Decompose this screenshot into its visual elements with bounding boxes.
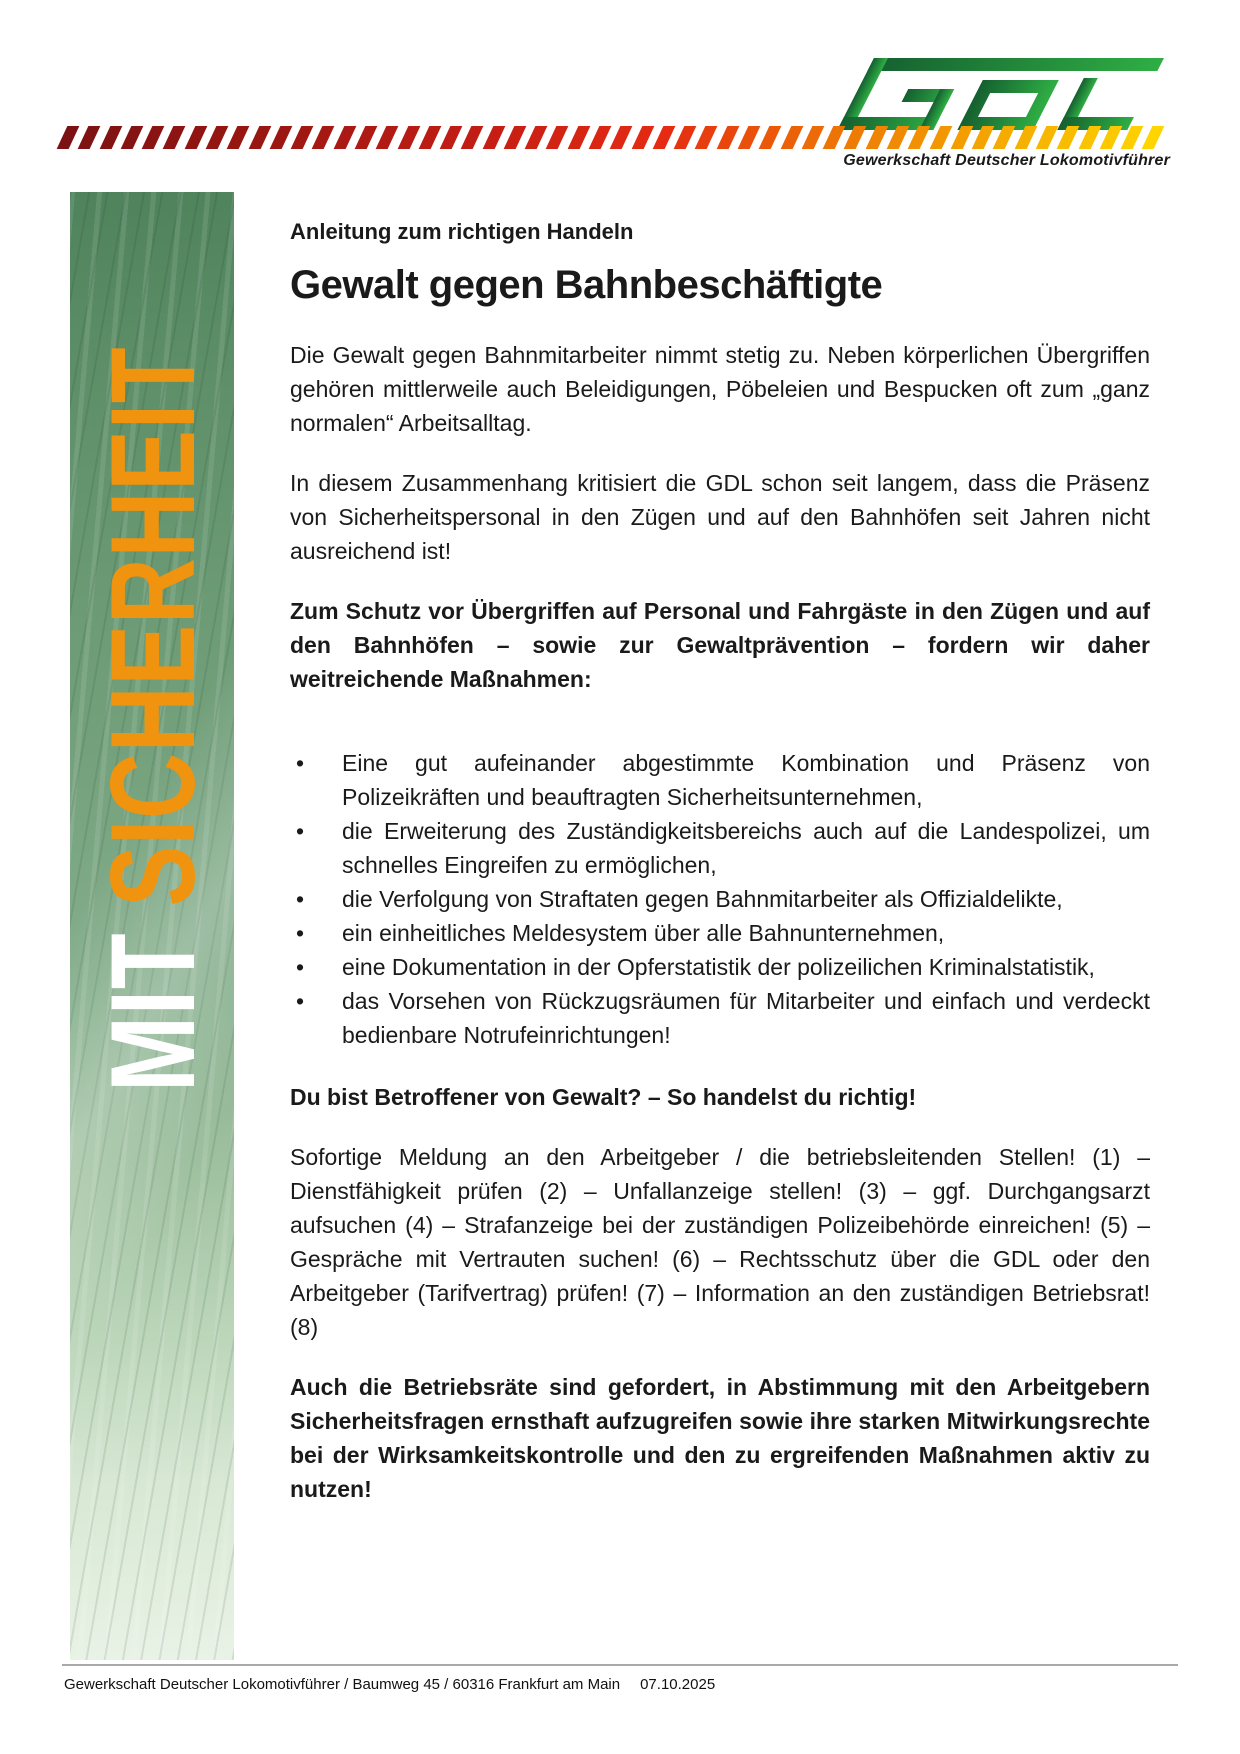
dash-mark	[525, 126, 548, 149]
paragraph-demand-lead: Zum Schutz vor Übergriffen auf Personal und Fahrgäste in den Zügen und auf den Bahnhöfen – sowie zur Gewaltprävention – fordern wir daher weitreichende Maßnahmen:	[290, 598, 1150, 692]
demand-list	[290, 746, 1150, 1052]
dash-mark	[78, 126, 101, 149]
dash-mark	[269, 126, 292, 149]
banner-word-mit: MIT	[86, 932, 220, 1092]
dash-mark	[993, 126, 1016, 149]
dash-mark	[631, 126, 654, 149]
closing-paragraph: Auch die Betriebsräte sind gefordert, in Abstimmung mit den Arbeitgebern Sicherheitsfragen ernsthaft aufzugreifen sowie ihre starken Mitwirkungsrechte bei der Wirksamkeitskontrolle und den zu ergreifenden Maßnahmen aktiv zu nutzen!	[290, 1374, 1150, 1502]
dash-divider	[62, 126, 1160, 149]
article	[290, 218, 1150, 1532]
dash-mark	[461, 126, 484, 149]
dash-mark	[248, 126, 271, 149]
dash-mark	[908, 126, 931, 149]
list-item: • Eine gut aufeinander abgestimmte Kombination und Präsenz von Polizeikräften und beauftragten Sicherheitsunternehmen,	[290, 746, 1150, 814]
dash-mark	[887, 126, 910, 149]
dash-mark	[291, 126, 314, 149]
list-item: • eine Dokumentation in der Opferstatistik der polizeilichen Kriminalstatistik,	[290, 950, 1150, 984]
dash-mark	[674, 126, 697, 149]
dash-mark	[1036, 126, 1059, 149]
dash-mark	[589, 126, 612, 149]
paragraph-intro-2: In diesem Zusammenhang kritisiert die GDL schon seit langem, dass die Präsenz von Sicherheitspersonal in den Zügen und auf den Bahnhöfen seit Jahren nicht ausreichend ist!	[290, 470, 1150, 564]
dash-mark	[376, 126, 399, 149]
dash-mark	[716, 126, 739, 149]
dash-mark	[163, 126, 186, 149]
dash-mark	[801, 126, 824, 149]
dash-mark	[929, 126, 952, 149]
dash-mark	[184, 126, 207, 149]
dash-mark	[440, 126, 463, 149]
dash-mark	[312, 126, 335, 149]
dash-mark	[142, 126, 165, 149]
footer-address: Gewerkschaft Deutscher Lokomotivführer / Baumweg 45 / 60316 Frankfurt am Main	[64, 1676, 621, 1693]
action-heading: Du bist Betroffener von Gewalt? – So handelst du richtig!	[290, 1084, 917, 1110]
article-kicker: Anleitung zum richtigen Handeln	[290, 219, 634, 244]
side-banner	[70, 192, 234, 1660]
dash-mark	[865, 126, 888, 149]
dash-mark	[206, 126, 229, 149]
dash-mark	[1121, 126, 1144, 149]
logo-tagline: Gewerkschaft Deutscher Lokomotivführer	[843, 152, 1170, 169]
list-item: • ein einheitliches Meldesystem über alle Bahnunternehmen,	[290, 916, 1150, 950]
dash-mark	[99, 126, 122, 149]
banner-word-sicherheit: SICHERHEIT	[86, 346, 220, 907]
list-item: • das Vorsehen von Rückzugsräumen für Mitarbeiter und einfach und verdeckt bedienbare Notrufeinrichtungen!	[290, 984, 1150, 1052]
list-item: • die Erweiterung des Zuständigkeitsbereichs auch auf die Landespolizei, um schnelles Eingreifen zu ermöglichen,	[290, 814, 1150, 882]
banner-slogan	[86, 192, 220, 1092]
action-body: Sofortige Meldung an den Arbeitgeber / die betriebsleitenden Stellen! (1) – Dienstfähigkeit prüfen (2) – Unfallanzeige stellen! (3) – ggf. Durchgangsarzt aufsuchen (4) – Strafanzeige bei der zuständigen Polizeibehörde einreichen! (5) – Gespräche mit Vertrauten suchen! (6) – Rechtsschutz über die GDL oder den Arbeitgeber (Tarifvertrag) prüfen! (7) – Information an den zuständigen Betriebsrat! (8)	[290, 1144, 1150, 1340]
gdl-logo-icon	[836, 56, 1172, 132]
dash-mark	[653, 126, 676, 149]
dash-mark	[950, 126, 973, 149]
dash-mark	[227, 126, 250, 149]
footer-date: 07.10.2025	[640, 1676, 716, 1693]
dash-mark	[546, 126, 569, 149]
dash-mark	[759, 126, 782, 149]
dash-mark	[844, 126, 867, 149]
dash-mark	[972, 126, 995, 149]
dash-mark	[333, 126, 356, 149]
footer	[64, 1676, 715, 1693]
dash-mark	[418, 126, 441, 149]
paragraph-intro-1: Die Gewalt gegen Bahnmitarbeiter nimmt stetig zu. Neben körperlichen Übergriffen gehören mittlerweile auch Beleidigungen, Pöbeleien und Bespucken oft zum „ganz normalen“ Arbeitsalltag.	[290, 342, 1150, 436]
dash-mark	[1057, 126, 1080, 149]
dash-mark	[695, 126, 718, 149]
dash-mark	[57, 126, 80, 149]
list-item: • die Verfolgung von Straftaten gegen Bahnmitarbeiter als Offizialdelikte,	[290, 882, 1150, 916]
footer-divider	[62, 1664, 1178, 1666]
dash-mark	[823, 126, 846, 149]
dash-mark	[1099, 126, 1122, 149]
dash-mark	[610, 126, 633, 149]
dash-mark	[1078, 126, 1101, 149]
dash-mark	[504, 126, 527, 149]
dash-mark	[482, 126, 505, 149]
dash-mark	[1014, 126, 1037, 149]
dash-mark	[567, 126, 590, 149]
dash-mark	[1142, 126, 1165, 149]
dash-mark	[397, 126, 420, 149]
dash-mark	[355, 126, 378, 149]
dash-mark	[120, 126, 143, 149]
article-title: Gewalt gegen Bahnbeschäftigte	[290, 263, 883, 307]
dash-mark	[780, 126, 803, 149]
dash-mark	[738, 126, 761, 149]
